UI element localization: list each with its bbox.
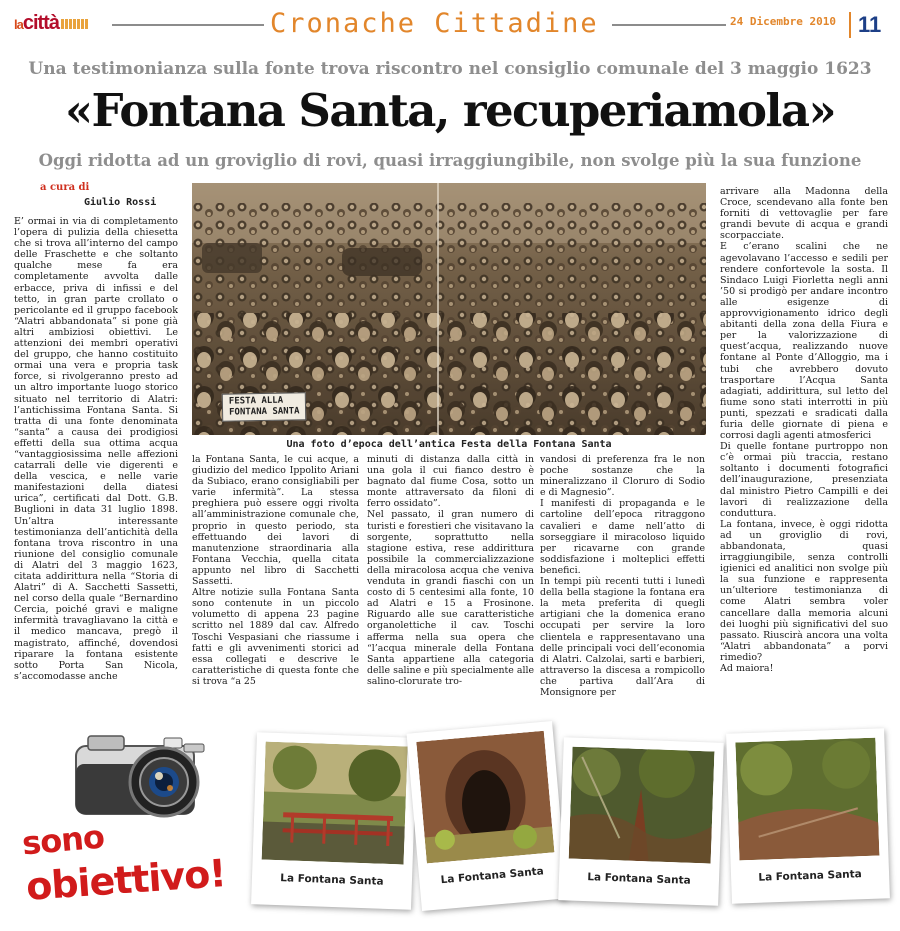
column-5-paragraph-5: Ad maiora! xyxy=(720,663,774,675)
article-column-3 xyxy=(367,454,534,716)
page-header xyxy=(0,0,900,42)
column-5-paragraph-4: La fontana, invece, è oggi ridotta ad un groviglio di rovi, abbandonata, quasi irraggiungibile, senza controlli igienici ed analitici non svolge più la sua funzione e rappresenta un’ulteriore testimonianza di come Alatri sembra voler cancellare dalla memoria alcuni dei luoghi più significativi del suo passato. Riuscirà ancora una volta “Alatri abbandonata” a porvi rimedio? xyxy=(720,518,888,663)
article-column-4 xyxy=(540,454,705,716)
byline-author: Giulio Rossi xyxy=(84,197,157,208)
page-number: 11 xyxy=(858,12,882,37)
feature-title-obiettivo: obiettivo! xyxy=(24,851,227,909)
column-4-paragraph-3: In tempi più recenti tutti i lunedì della bella stagione la fontana era la meta preferita di quegli artigiani che la domenica erano occupati per servire la loro clientela e rappresentavano una delle principali voci dell’economia di Alatri. Calzolai, sarti e barbieri, attraverso la discesa a rompicollo che partiva dall’Ara di Monsignore per xyxy=(540,576,705,698)
photo-caption: Una foto d’epoca dell’antica Festa della Fontana Santa xyxy=(286,439,612,450)
column-2-paragraph-1: la Fontana Santa, le cui acque, a giudizio del medico Ippolito Ariani da Subiaco, erano consigliabili per varie infermità”. La stessa preghiera può essere oggi rivolta all’amministrazione comunale che, proprio in questo periodo, sta effettuando dei lavori di manutenzione straordinaria alla Fontana Vecchia, quella citata appunto nel libro di Sacchetti Sassetti. xyxy=(192,454,359,588)
overgrown-fountain-graphic xyxy=(735,738,879,861)
polaroid-caption-1: La Fontana Santa xyxy=(280,872,384,888)
newspaper-logo xyxy=(14,12,89,35)
polaroid-photo-4 xyxy=(726,728,890,903)
article-title: «Fontana Santa, recuperiamola» xyxy=(65,84,835,137)
polaroid-image-4 xyxy=(735,738,879,861)
column-5-paragraph-2: E c’erano scalini che ne agevolavano l’accesso e sedili per rendere confortevole la sosta. Il Sindaco Luigi Fiorletta negli anni ’50 si prodigò per andare incontro alle esigenze di approvvigionamento idrico degli abitanti della zona della Fiura e per la valorizzazione di quest’acqua, realizzando nuove fontane al Ponte d’Alloggio, ma i tubi che avrebbero dovuto trasportare l’Acqua Santa adagiati, addirittura, sul letto del fiume sono stati interrotti in più punti, spezzati e sradicati dalla furia delle giornate di piena e corrosi dagli agenti atmosferici xyxy=(720,241,888,442)
logo-la: la xyxy=(14,17,23,32)
cave-scene-graphic xyxy=(416,731,554,864)
column-3-paragraph-1: minuti di distanza dalla città in una gola il cui fianco destro è bagnato dal fiume Cosa, sotto un monte attraversato da filoni di ferro ossidato”. xyxy=(367,454,534,510)
column-3-paragraph-2: Nel passato, il gran numero di turisti e forestieri che visitavano la sorgente, soprattutto nella stagione estiva, rese addirittura possibile la commercializzazione della miracolosa acqua che veniva venduta in grandi fiaschi con un costo di 5 centesimi alla fonte, 10 ad Alatri e 15 a Frosinone. Riguardo alle sue caratteristiche organolettiche il cav. Toschi afferma nella sua opera che “l’acqua minerale della Fontana Santa appartiene alla categoria delle saline e più specialmente alle salino-clorurate tro- xyxy=(367,509,534,687)
article-kicker: Una testimonianza sulla fonte trova riscontro nel consiglio comunale del 3 maggio 1623 xyxy=(28,59,872,79)
article-column-5 xyxy=(720,186,888,716)
column-5-paragraph-1: arrivare alla Madonna della Croce, scendevano alla fonte ben forniti di vettovaglie per fare grandi bevute di acqua e grandi scorpacciate. xyxy=(720,186,888,242)
polaroid-photo-2 xyxy=(407,721,568,911)
logo-citta: città xyxy=(22,12,59,34)
article-column-1 xyxy=(14,216,178,716)
header-divider xyxy=(849,12,851,38)
polaroid-caption-2: La Fontana Santa xyxy=(440,865,545,887)
header-rule-right xyxy=(612,24,726,26)
column-4-paragraph-1: vandosi di preferenza fra le non poche sostanze che la mineralizzano il Cloruro di Sodio e di Magnesio”. xyxy=(540,454,705,499)
feature-title-sono: sono xyxy=(20,817,106,863)
festival-sign xyxy=(222,392,307,421)
section-title: Cronache Cittadine xyxy=(270,8,599,39)
issue-date: 24 Dicembre 2010 xyxy=(730,15,836,28)
brambles-scene-graphic xyxy=(569,747,715,864)
column-2-paragraph-2: Altre notizie sulla Fontana Santa sono contenute in un piccolo volumetto di appena 23 pagine scritto nel 1889 dal cav. Alfredo Toschi Vespasiani che riassume i fatti e gli avvenimenti storici ad essa collegati e descrive le caratteristiche di questa fonte che si trova “a 25 xyxy=(192,587,359,687)
column-5-paragraph-3: Di quelle fontane purtroppo non c’è ormai più traccia, restano soltanto i documenti fotografici dell’inaugurazione, presenziata dal ministro Pietro Campilli e dei lavori di realizzazione della conduttura. xyxy=(720,441,888,519)
polaroid-image-3 xyxy=(569,747,715,864)
historic-festival-photo xyxy=(192,183,706,435)
column-1-text: E’ ormai in via di completamento l’opera di pulizia della chiesetta che si trova all’interno del campo delle Fraschette e che soltanto qualche mese fa era completamente avvolta dalle erbacce, priva di infissi e del tetto, in gran parte crollato o pericolante ed il gruppo facebook “Alatri abbandonata” si pone già altri ambiziosi obiettivi. Le attenzioni dei membri operativi del gruppo, che hanno costituito ormai una vera e propria task force, si rivolgeranno presto ad un altro importante luogo storico situato nel territorio di Alatri: l’antichissima Fontana Santa. Si tratta di una fonte denominata “santa” a causa dei prodigiosi effetti della sua ottima acqua “vantaggiosissima nelle affezioni catarrali delle vie digerenti e della vescica, e nelle varie manifestazioni della diatesi urica”, certificati dal Dott. G.B. Buglioni in data 31 luglio 1898. Un’altra interessante testimonianza dell’antichità della fontana trova riscontro in una riunione del consiglio comunale di Alatri del 3 maggio 1623, citata addirittura nella “Storia di Alatri” di A. Sacchetti Sassetti, nel corso della quale “Bernardino Cercia, poiché gravi e maligne infermità travagliavano la città e il medico mancava, pregò il magistrato, affinché, dovendosi riparare la fontana esistente sotto Porta San Nicola, s’accomodasse anche xyxy=(14,216,178,682)
polaroid-image-2 xyxy=(416,731,554,864)
column-4-paragraph-2: I manifesti di propaganda e le cartoline dell’epoca ritraggono cavalieri e dame nell’atto di sorseggiare il miracoloso liquido per ricavarne con grande soddisfazione i molteplici effetti benefici. xyxy=(540,498,705,576)
skyline-icon xyxy=(61,19,89,29)
bridge-scene-graphic xyxy=(262,742,408,865)
polaroid-caption-4: La Fontana Santa xyxy=(758,868,862,884)
festival-sign-line2: FONTANA SANTA xyxy=(229,406,300,418)
festival-sign-line1: FESTA ALLA xyxy=(228,395,284,407)
polaroid-caption-3: La Fontana Santa xyxy=(587,871,691,887)
polaroid-image-1 xyxy=(262,742,408,865)
article-column-2 xyxy=(192,454,359,716)
article-subhead: Oggi ridotta ad un groviglio di rovi, quasi irraggiungibile, non svolge più la sua funzione xyxy=(38,151,862,170)
byline-label: a cura di xyxy=(40,182,90,193)
camera-icon xyxy=(66,724,216,824)
header-rule-left xyxy=(112,24,264,26)
polaroid-photo-1 xyxy=(251,732,417,909)
polaroid-photo-3 xyxy=(558,737,724,905)
